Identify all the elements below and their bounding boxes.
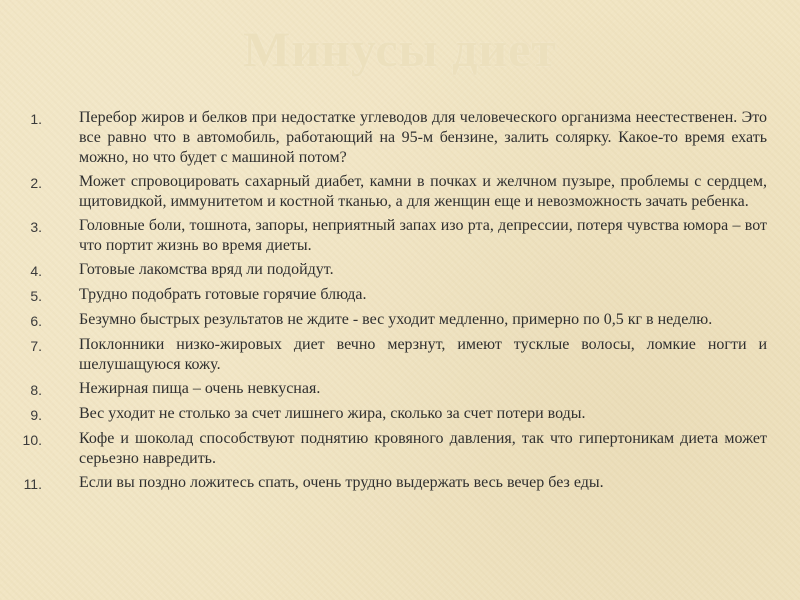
list-item-number: 8. <box>30 382 42 398</box>
list-item-text: Трудно подобрать готовые горячие блюда. <box>79 286 367 303</box>
list-item <box>0 429 800 469</box>
list-item <box>0 260 800 281</box>
slide-title: Минусы диет <box>243 21 557 77</box>
list-item <box>0 108 800 168</box>
list-item-text: Может спровоцировать сахарный диабет, камни в почках и желчном пузыре, проблемы с сердцем, щитовидкой, иммунитетом и костной тканью, а для женщин еще и невозможность зачать ребенка. <box>79 173 767 210</box>
list-item <box>0 172 800 212</box>
list-item-number: 9. <box>30 407 42 423</box>
list-item-number: 10. <box>22 432 42 448</box>
list-item <box>0 216 800 256</box>
list-item <box>0 473 800 494</box>
list-item-text: Нежирная пища – очень невкусная. <box>79 380 321 397</box>
list-item-number: 11. <box>23 476 42 492</box>
list-item-number: 1. <box>30 111 42 127</box>
list-item-text: Безумно быстрых результатов не ждите - вес уходит медленно, примерно по 0,5 кг в неделю. <box>79 311 713 328</box>
list-item-text: Поклонники низко-жировых диет вечно мерзнут, имеют тусклые волосы, ломкие ногти и шелушащуюся кожу. <box>79 336 767 373</box>
numbered-list <box>0 108 800 498</box>
list-item <box>0 379 800 400</box>
list-item-text: Если вы поздно ложитесь спать, очень трудно выдержать весь вечер без еды. <box>79 474 604 491</box>
list-item-number: 7. <box>30 338 42 354</box>
list-item-number: 5. <box>30 288 42 304</box>
list-item-number: 2. <box>30 175 42 191</box>
list-item <box>0 335 800 375</box>
list-item <box>0 310 800 331</box>
list-item <box>0 404 800 425</box>
list-item-number: 4. <box>30 263 42 279</box>
list-item-text: Готовые лакомства вряд ли подойдут. <box>79 261 334 278</box>
list-item-text: Вес уходит не столько за счет лишнего жира, сколько за счет потери воды. <box>79 405 586 422</box>
list-item <box>0 285 800 306</box>
list-item-text: Кофе и шоколад способствуют поднятию кровяного давления, так что гипертоникам диета может серьезно навредить. <box>79 430 767 467</box>
list-item-number: 3. <box>30 219 42 235</box>
list-item-text: Головные боли, тошнота, запоры, неприятный запах изо рта, депрессии, потеря чувства юмора – вот что портит жизнь во время диеты. <box>79 217 767 254</box>
list-item-text: Перебор жиров и белков при недостатке углеводов для человеческого организма неестественен. Это все равно что в автомобиль, работающий на 95-м бензине, залить солярку. Какое-то время ехать можно, но что будет с машиной потом? <box>79 109 767 166</box>
list-item-number: 6. <box>30 313 42 329</box>
